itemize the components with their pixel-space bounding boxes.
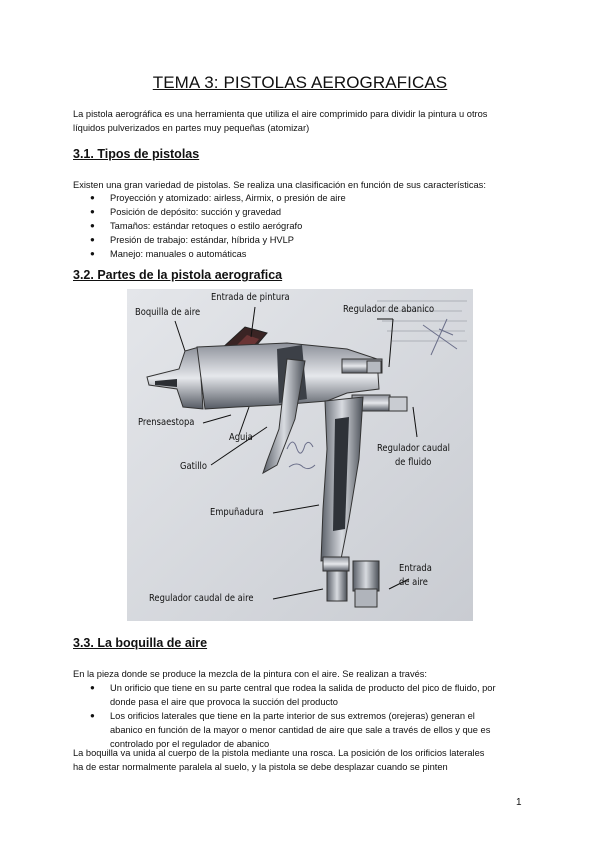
label-entrada-aire: Entrada — [399, 563, 432, 574]
bullet-icon: ● — [90, 207, 95, 216]
bullet-icon: ● — [90, 193, 95, 202]
section-heading-tipos: 3.1. Tipos de pistolas — [73, 147, 200, 161]
bullet-icon: ● — [90, 711, 95, 720]
page-number: 1 — [516, 797, 522, 808]
label-aguja: Aguja — [229, 432, 253, 443]
list-item: ● Posición de depósito: succión y gravedad — [90, 207, 282, 217]
tipos-list — [73, 191, 533, 261]
closing-paragraph — [73, 746, 533, 774]
list-item: ● Proyección y atomizado: airless, Airmix, o presión de aire — [90, 193, 346, 203]
label-regulador-caudal-fluido: Regulador caudal — [377, 443, 450, 454]
label-gatillo: Gatillo — [180, 461, 207, 472]
label-entrada-aire-2: de aire — [399, 577, 428, 588]
label-regulador-abanico: Regulador de abanico — [343, 304, 435, 315]
bullet-icon: ● — [90, 683, 95, 692]
section-heading-partes: 3.2. Partes de la pistola aerografica — [73, 268, 283, 282]
label-empunadura: Empuñadura — [210, 507, 264, 518]
list-item: ● Presión de trabajo: estándar, híbrida y HVLP — [90, 235, 294, 245]
list-item: ● Tamaños: estándar retoques o estilo aerógrafo — [90, 221, 303, 231]
label-regulador-caudal-aire: Regulador caudal de aire — [149, 593, 254, 604]
list-item: ● Manejo: manuales o automáticas — [90, 249, 247, 259]
list-item: ● Un orificio que tiene en su parte central que rodea la salida de producto del pico de fluido, por donde pasa el aire que provoca la succión del producto — [90, 683, 496, 707]
bullet-icon: ● — [90, 249, 95, 258]
bullet-icon: ● — [90, 235, 95, 244]
section3-text: En la pieza donde se produce la mezcla de la pintura con el aire. Se realizan a través: — [73, 669, 428, 679]
spray-gun-figure — [127, 289, 473, 621]
intro-line: La pistola aerográfica es una herramienta que utiliza el aire comprimido para dividir la pintura u otros — [73, 109, 488, 119]
section-heading-boquilla: 3.3. La boquilla de aire — [73, 636, 208, 650]
intro-line: líquidos pulverizados en partes muy pequeñas (atomizar) — [73, 123, 310, 133]
label-regulador-caudal-fluido-2: de fluido — [395, 457, 432, 468]
list-item: ● Los orificios laterales que tiene en la parte interior de sus extremos (orejeras) generan el abanico en función de la mayor o menor cantidad de aire que sale a través de ellos y que es controlado por el regulador de abanico — [90, 711, 491, 749]
closing-line: ha de estar normalmente paralela al suelo, y la pistola se debe desplazar cuando se pinten — [73, 762, 448, 772]
bullet-icon: ● — [90, 221, 95, 230]
boquilla-list — [73, 681, 533, 751]
intro-paragraph — [73, 107, 533, 135]
section1-text: Existen una gran variedad de pistolas. Se realiza una clasificación en función de sus características: — [73, 180, 486, 190]
label-boquilla-aire: Boquilla de aire — [135, 307, 201, 318]
label-prensaestopa: Prensaestopa — [138, 417, 195, 428]
page-title: TEMA 3: PISTOLAS AEROGRAFICAS — [152, 73, 448, 92]
label-entrada-pintura: Entrada de pintura — [211, 292, 290, 303]
closing-line: La boquilla va unida al cuerpo de la pistola mediante una rosca. La posición de los orificios laterales — [73, 748, 485, 758]
